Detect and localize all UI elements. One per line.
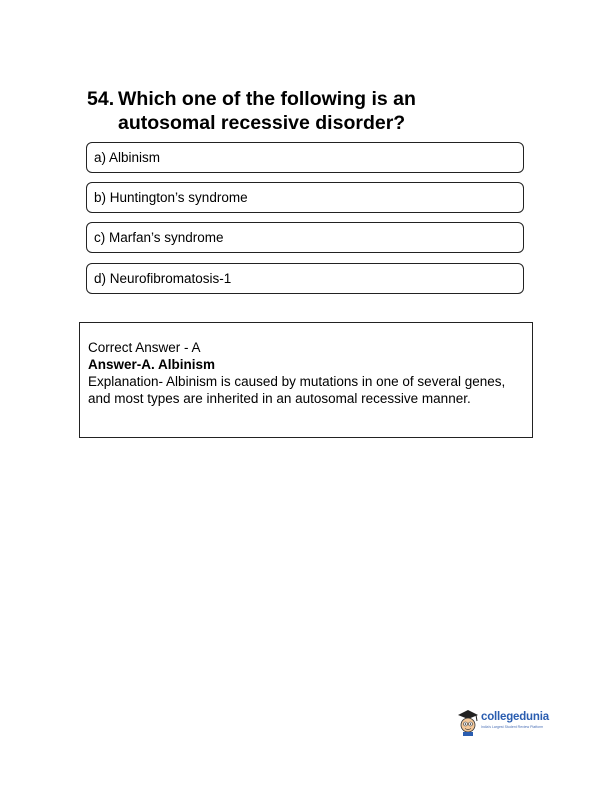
option-d[interactable] <box>86 263 524 294</box>
option-b-label: b) Huntington’s syndrome <box>94 190 248 205</box>
question-text-line2: autosomal recessive disorder? <box>118 112 406 134</box>
option-b[interactable] <box>86 182 524 213</box>
answer-title: Answer-A. Albinism <box>88 357 216 372</box>
option-d-label: d) Neurofibromatosis-1 <box>94 271 232 286</box>
option-c[interactable] <box>86 222 524 253</box>
answer-explanation: Explanation- Albinism is caused by mutations in one of several genes, and most types are inherited in an autosomal recessive manner. <box>88 374 506 406</box>
option-c-label: c) Marfan’s syndrome <box>94 230 224 245</box>
option-a-label: a) Albinism <box>94 150 161 165</box>
answer-box <box>79 322 533 438</box>
question-number: 54. <box>87 88 115 110</box>
collegedunia-logo <box>456 708 549 738</box>
logo-brand-text: collegedunia <box>481 711 549 723</box>
option-a[interactable] <box>86 142 524 173</box>
correct-answer-line: Correct Answer - A <box>88 340 201 355</box>
question-heading <box>87 87 507 135</box>
graduation-mascot-icon <box>456 708 480 736</box>
logo-tagline: India's Largest Student Review Platform <box>481 725 544 729</box>
question-text-line1: Which one of the following is an <box>118 88 416 110</box>
